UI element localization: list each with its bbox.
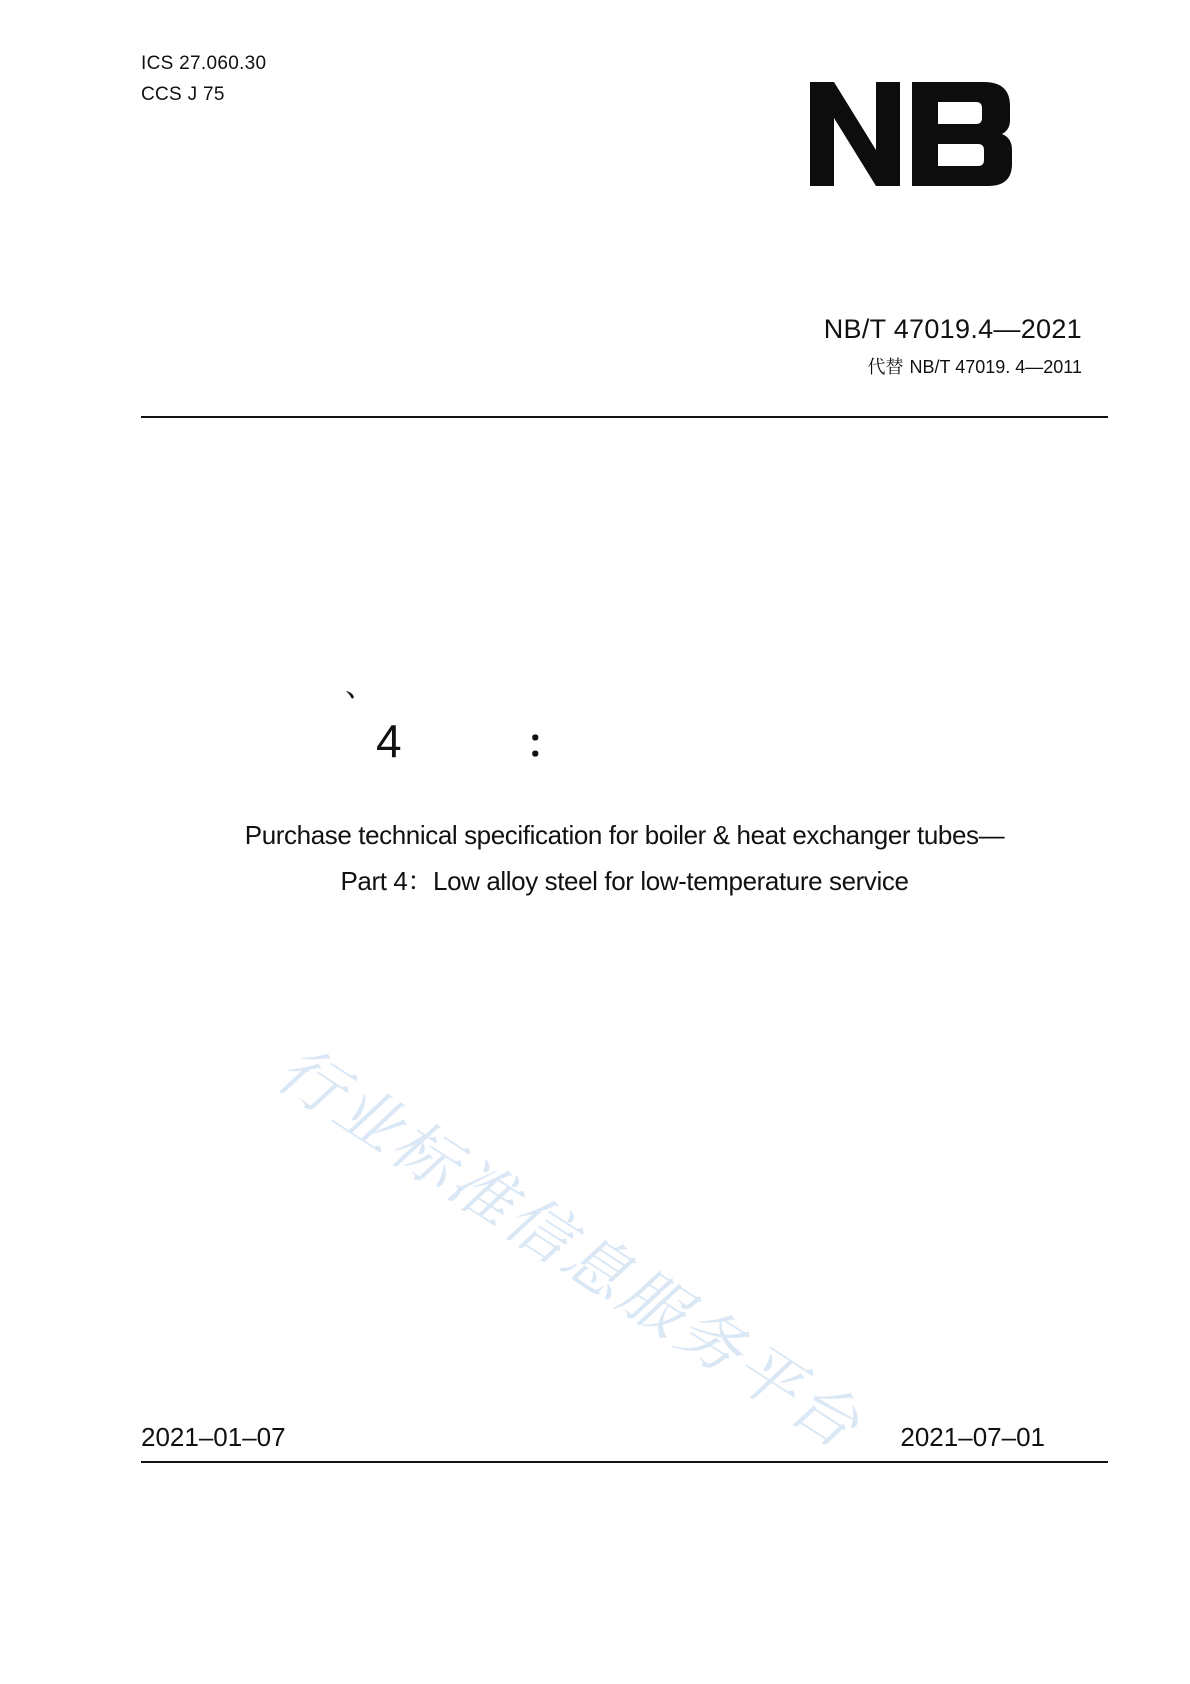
nb-logo [808,80,1014,188]
standard-number: NB/T 47019.4—2021 [823,314,1082,344]
nb-logo-letter-n [810,82,900,186]
replaces-number: NB/T 47019. 4—2011 [909,357,1082,377]
bottom-rule [141,1461,1108,1463]
ccs-code: CCS J 75 [141,84,225,105]
ics-code: ICS 27.060.30 [141,53,267,74]
replaces-label: 代替 [867,357,904,378]
issue-date: 2021–01–07 [141,1422,286,1452]
replaced-standard [868,353,1082,379]
nb-logo-letter-b [912,82,1012,186]
title-en-line-2: Part 4：Low alloy steel for low-temperature service [340,866,909,896]
title-cn-part-number: 4 [376,715,402,767]
implementation-date: 2021–07–01 [900,1422,1045,1452]
watermark: 行业标准信息服务平台 [263,1032,875,1465]
top-rule [141,416,1108,418]
title-cn-mark: 、 [345,669,375,704]
title-en-line-1: Purchase technical specification for boiler & heat exchanger tubes— [244,820,1005,850]
title-cn-colon: ： [526,722,566,766]
